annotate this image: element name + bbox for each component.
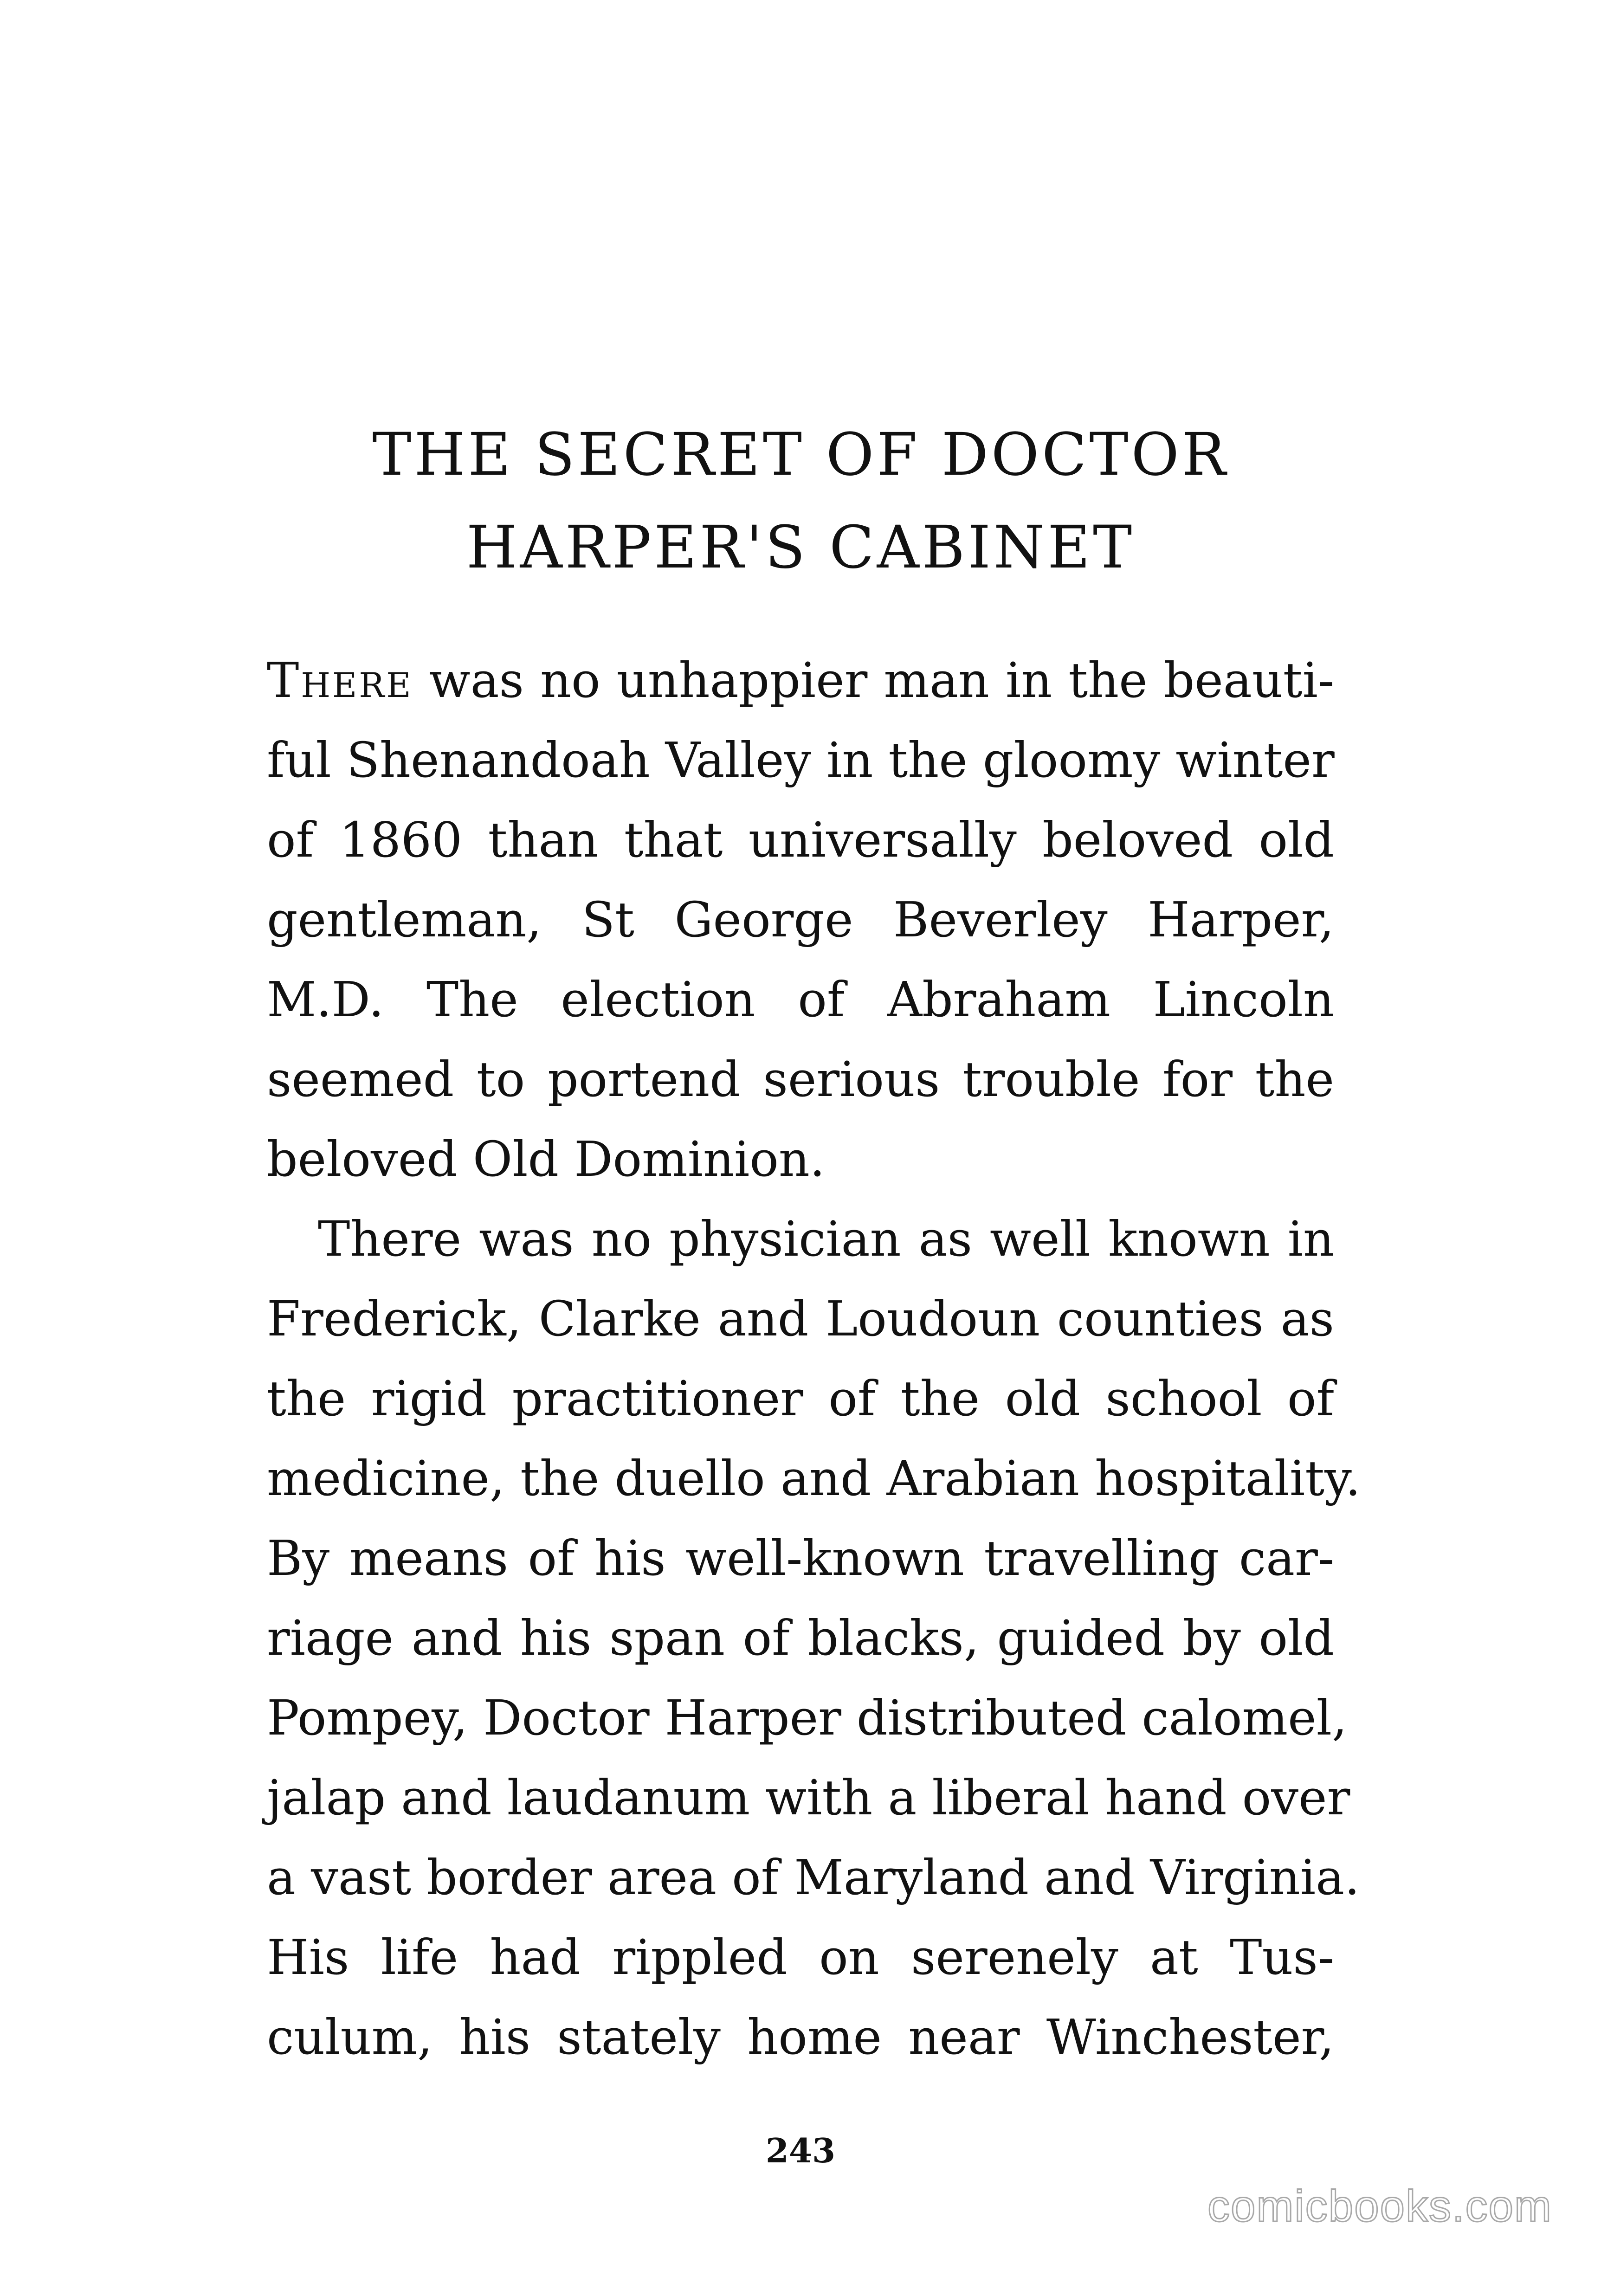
chapter-title — [260, 408, 1341, 594]
watermark-logo: comicbooks.com — [1207, 2181, 1552, 2231]
paragraph-2-line: By means of his well-known travelling car- — [267, 1530, 1334, 1587]
paragraph-2-line: a vast border area of Maryland and Virginia. — [267, 1849, 1360, 1906]
chapter-title-line-1: THE SECRET OF DOCTOR — [372, 420, 1229, 489]
page-number: 243 — [765, 2131, 836, 2170]
paragraph-2 — [267, 1199, 1361, 2077]
lead-word: There — [267, 652, 413, 709]
paragraph-1-line: gentleman, St George Beverley Harper, — [267, 891, 1334, 948]
paragraph-1-line: beloved Old Dominion. — [267, 1131, 825, 1187]
paragraph-2-line: Frederick, Clarke and Loudoun counties as — [267, 1290, 1334, 1347]
paragraph-1 — [267, 640, 1334, 1199]
paragraph-1-line: seemed to portend serious trouble for the — [267, 1051, 1334, 1108]
paragraph-2-line: the rigid practitioner of the old school of — [267, 1370, 1334, 1427]
paragraph-2-line: Pompey, Doctor Harper distributed calomel, — [267, 1690, 1348, 1746]
paragraph-1-line: of 1860 than that universally beloved old — [267, 812, 1334, 868]
paragraph-2-line: His life had rippled on serenely at Tus- — [267, 1929, 1334, 1986]
paragraph-1-line: M.D. The election of Abraham Lincoln — [267, 971, 1334, 1028]
paragraph-2-line: There was no physician as well known in — [318, 1211, 1334, 1267]
paragraph-2-line: culum, his stately home near Winchester, — [267, 2009, 1334, 2065]
chapter-title-line-2: HARPER'S CABINET — [466, 513, 1135, 581]
paragraph-2-line: riage and his span of blacks, guided by old — [267, 1610, 1334, 1666]
paragraph-1-line: There was no unhappier man in the beauti- — [267, 652, 1334, 709]
body-text — [267, 640, 1361, 2077]
paragraph-2-line: jalap and laudanum with a liberal hand over — [267, 1769, 1350, 1826]
paragraph-2-line: medicine, the duello and Arabian hospitality. — [267, 1450, 1361, 1507]
paragraph-1-line: ful Shenandoah Valley in the gloomy winter — [267, 732, 1335, 788]
